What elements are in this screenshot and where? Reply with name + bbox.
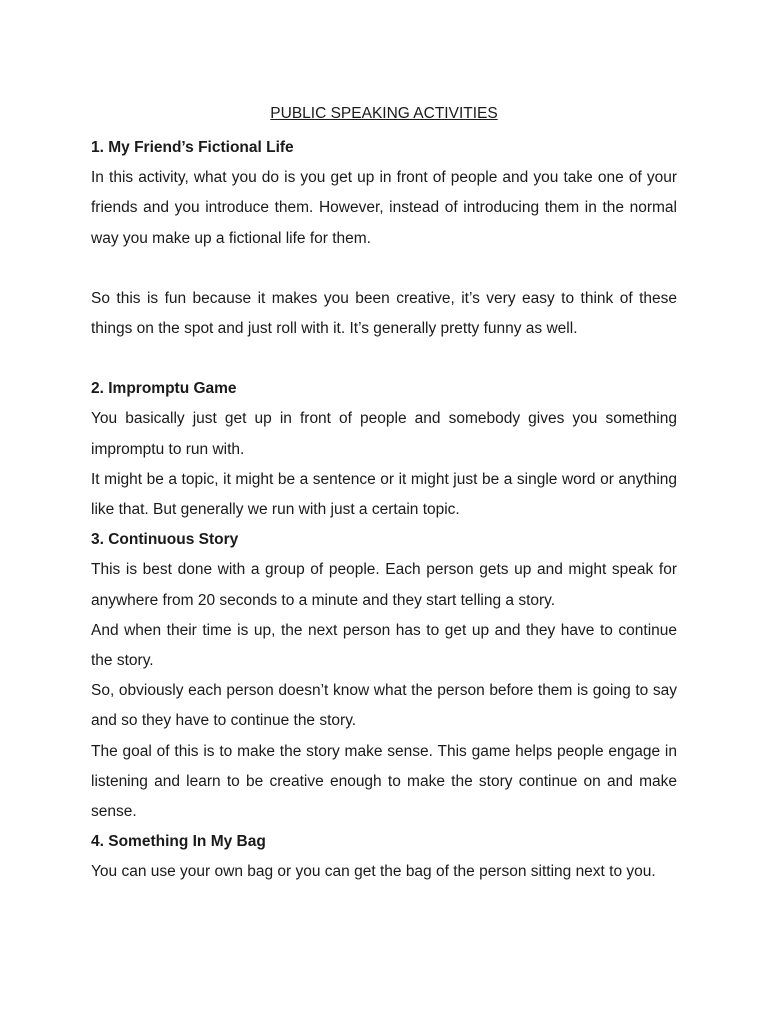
section-heading-something-in-my-bag: 4. Something In My Bag [91,833,266,851]
paragraph-gap [91,254,677,284]
paragraph: The goal of this is to make the story make sense. This game helps people engage in listening and learn to be creative enough to make the story continue on and make sense. [91,742,677,821]
section-heading-impromptu-game: 2. Impromptu Game [91,380,237,398]
paragraph: And when their time is up, the next person has to get up and they have to continue the story. [91,621,677,670]
section-heading-fictional-life: 1. My Friend’s Fictional Life [91,139,294,156]
document-page [91,103,677,888]
paragraph: So this is fun because it makes you been creative, it’s very easy to think of these things on the spot and just roll with it. It’s generally pretty funny as well. [91,289,677,338]
paragraph: It might be a topic, it might be a sentence or it might just be a single word or anything like that. But generally we run with just a certain topic. [91,470,677,519]
page-title: PUBLIC SPEAKING ACTIVITIES [270,105,498,122]
paragraph: In this activity, what you do is you get up in front of people and you take one of your friends and you introduce them. However, instead of introducing them in the normal way you make up a fictional life for them. [91,169,677,247]
paragraph-gap [91,344,677,374]
paragraph: You can use your own bag or you can get the bag of the person sitting next to you. [91,863,656,881]
paragraph: This is best done with a group of people. Each person gets up and might speak for anywhere from 20 seconds to a minute and they start telling a story. [91,561,677,609]
section-heading-continuous-story: 3. Continuous Story [91,531,239,549]
paragraph: You basically just get up in front of people and somebody gives you something impromptu to run with. [91,410,677,458]
paragraph: So, obviously each person doesn’t know what the person before them is going to say and so they have to continue the story. [91,682,677,730]
